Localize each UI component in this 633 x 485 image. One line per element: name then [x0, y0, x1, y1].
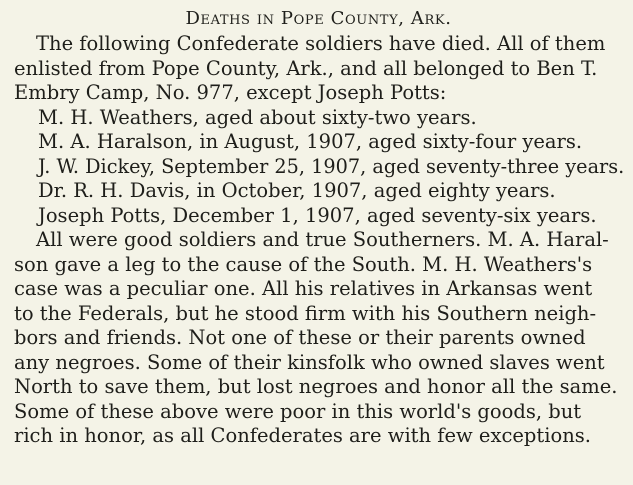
closing-line: All were good soldiers and true Southerners. M. A. Haral-	[36, 228, 609, 251]
death-entry: M. A. Haralson, in August, 1907, aged sixty-four years.	[38, 130, 583, 153]
closing-line: to the Federals, but he stood firm with his Southern neigh-	[14, 301, 597, 325]
death-entry: Dr. R. H. Davis, in October, 1907, aged eighty years.	[38, 179, 556, 202]
closing-line: son gave a leg to the cause of the South. M. H. Weathers's	[14, 252, 593, 276]
death-entry: J. W. Dickey, September 25, 1907, aged seventy-three years.	[38, 154, 625, 178]
closing-line: any negroes. Some of their kinsfolk who owned slaves went	[14, 350, 605, 374]
intro-line: Embry Camp, No. 977, except Joseph Potts:	[14, 81, 447, 104]
intro-line: The following Confederate soldiers have died. All of them	[36, 32, 606, 55]
death-entry: M. H. Weathers, aged about sixty-two years.	[38, 105, 477, 129]
intro-paragraph	[14, 32, 623, 106]
closing-line: case was a peculiar one. All his relatives in Arkansas went	[14, 277, 593, 300]
intro-line: enlisted from Pope County, Ark., and all belonged to Ben T.	[14, 56, 598, 80]
closing-line: bors and friends. Not one of these or their parents owned	[14, 326, 586, 349]
closing-line: rich in honor, as all Confederates are with few exceptions.	[14, 424, 591, 447]
article-title: Deaths in Pope County, Ark.	[185, 8, 452, 29]
closing-line: North to save them, but lost negroes and honor all the same.	[14, 375, 618, 398]
closing-line: Some of these above were poor in this world's goods, but	[14, 399, 582, 423]
death-entry: Joseph Potts, December 1, 1907, aged seventy-six years.	[38, 203, 597, 227]
deaths-list	[14, 106, 623, 229]
closing-paragraph	[14, 228, 623, 449]
